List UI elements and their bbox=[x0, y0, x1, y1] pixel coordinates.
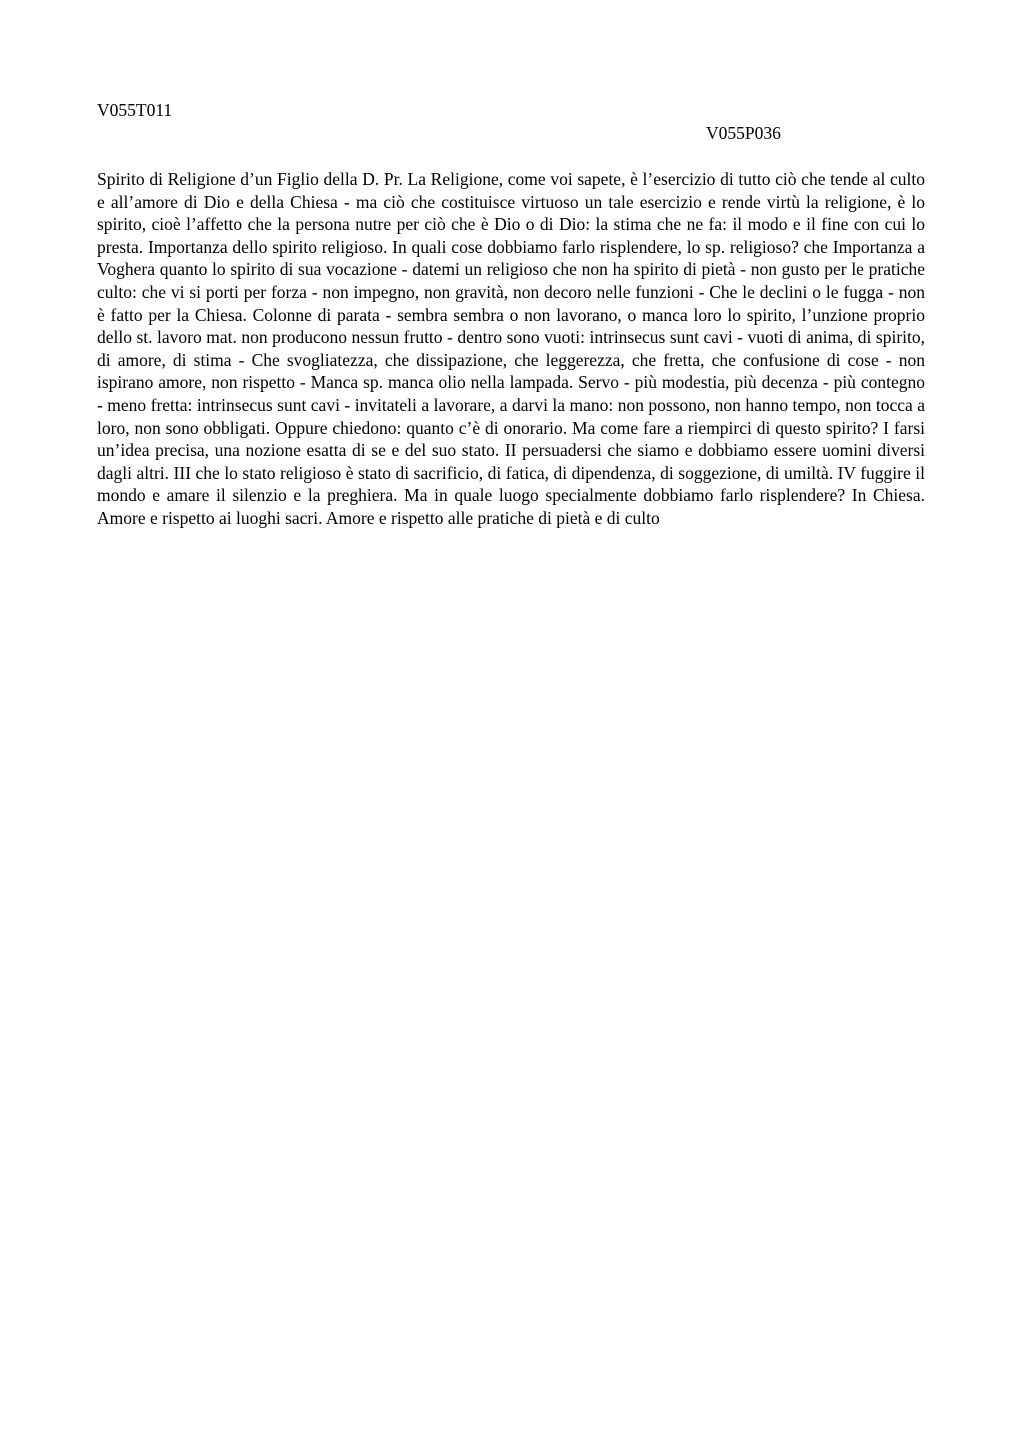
body-paragraph: Spirito di Religione d’un Figlio della D. Pr. La Religione, come voi sapete, è l’esercizio di tutto ciò che tende al culto e all’amore di Dio e della Chiesa - ma ciò che costituisce virtuoso un tale esercizio e rende virtù la religione, è lo spirito, cioè l’affetto che la persona nutre per ciò che è Dio o di Dio: la stima che ne fa: il modo e il fine con cui lo presta. Importanza dello spirito religioso. In quali cose dobbiamo farlo risplendere, lo sp. religioso? che Importanza a Voghera quanto lo spirito di sua vocazione - datemi un religioso che non ha spirito di pietà - non gusto per le pratiche culto: che vi si porti per forza - non impegno, non gravità, non decoro nelle funzioni - Che le declini o le fugga - non è fatto per la Chiesa. Colonne di parata - sembra sembra o non lavorano, o manca loro lo spirito, l’unzione proprio dello st. lavoro mat. non producono nessun frutto - dentro sono vuoti: intrinsecus sunt cavi - vuoti di anima, di spirito, di amore, di stima - Che svogliatezza, che dissipazione, che leggerezza, che fretta, che confusione di cose - non ispirano amore, non rispetto - Manca sp. manca olio nella lampada. Servo - più modestia, più decenza - più contegno - meno fretta: intrinsecus sunt cavi - invitateli a lavorare, a darvi la mano: non possono, non hanno tempo, non tocca a loro, non sono obbligati. Oppure chiedono: quanto c’è di onorario. Ma come fare a riempirci di questo spirito? I farsi un’idea precisa, una nozione esatta di se e del suo stato. II persuadersi che siamo e dobbiamo essere uomini diversi dagli altri. III che lo stato religioso è stato di sacrificio, di fatica, di dipendenza, di soggezione, di umiltà. IV fuggire il mondo e amare il silenzio e la preghiera. Ma in quale luogo specialmente dobbiamo farlo risplendere? In Chiesa. Amore e rispetto ai luoghi sacri. Amore e rispetto alle pratiche di pietà e di culto bbox=[97, 169, 925, 528]
document-code: V055T011 bbox=[97, 100, 173, 120]
page-code: V055P036 bbox=[706, 123, 781, 143]
